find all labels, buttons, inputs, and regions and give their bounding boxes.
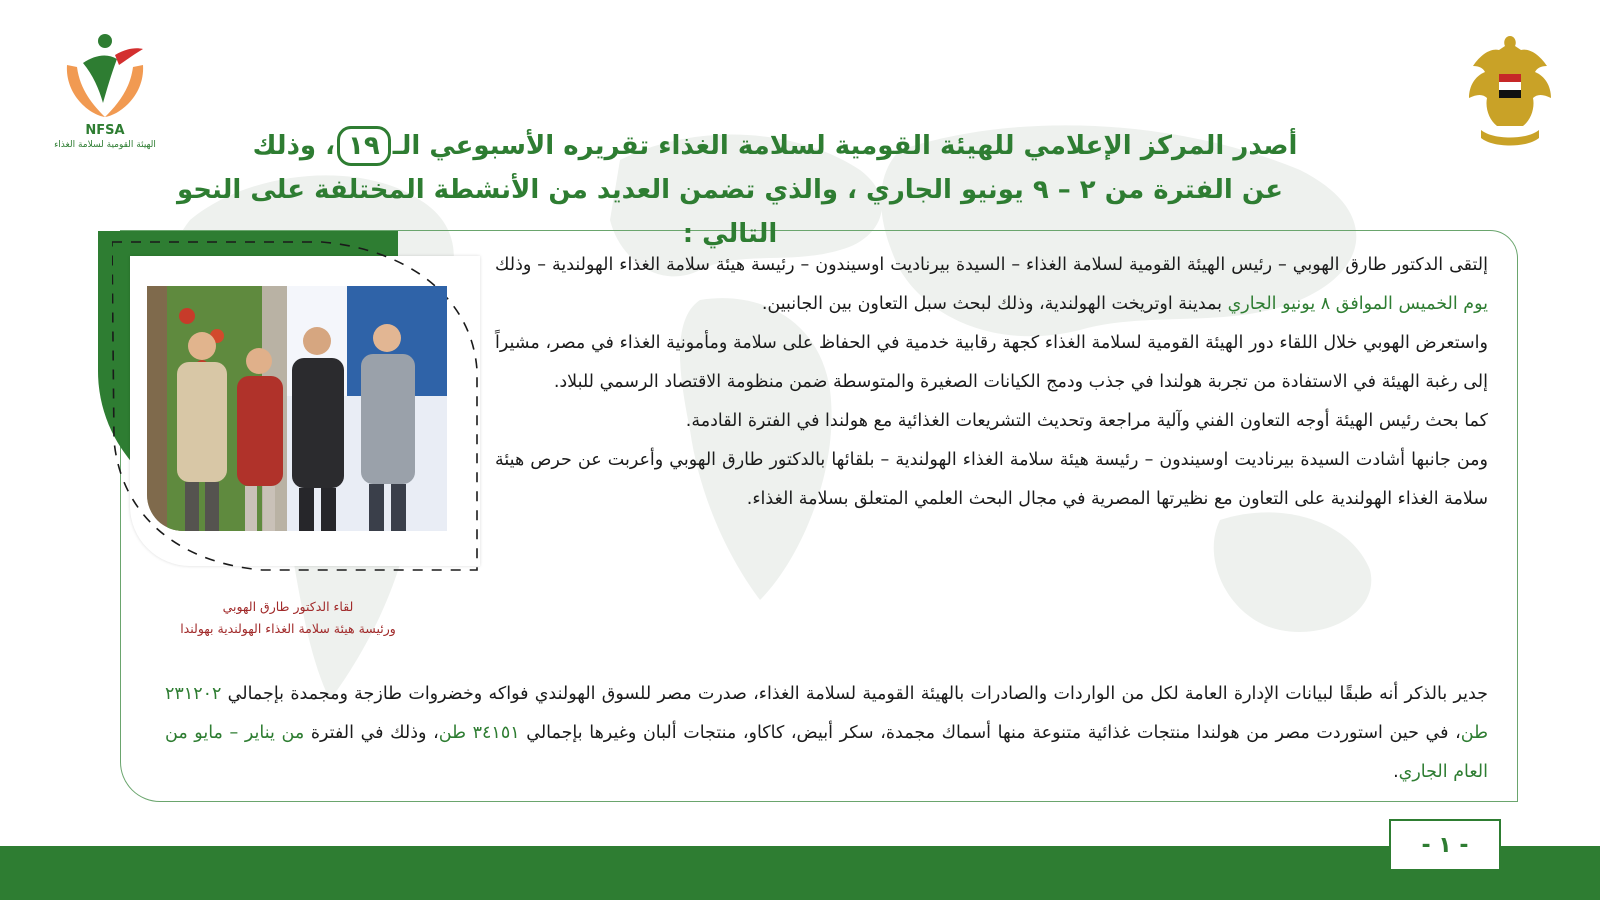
- paragraph-cooperation: كما بحث رئيس الهيئة أوجه التعاون الفني وآلية مراجعة وتحديث التشريعات الغذائية مع هولندا في الفترة القادمة.: [685, 411, 1488, 431]
- nfsa-logo: [40, 25, 170, 165]
- report-body-trade: [165, 675, 1488, 792]
- meeting-photo: [147, 286, 447, 531]
- paragraph-trade: جدير بالذكر أنه طبقًا لبيانات الإدارة العامة لكل من الواردات والصادرات بالهيئة القومية لسلامة الغذاء، صدرت مصر للسوق الهولندي فواكه وخضروات طازجة ومجمدة بإجمالي ٢٣١٢٠٢ طن، في حين استوردت مصر من هولندا منتجات غذائية متنوعة منها أسماك مجمدة، سكر أبيض، كاكاو، منتجات ألبان وغيرها بإجمالي ٣٤١٥١ طن، وذلك في الفترة من يناير – مايو من العام الجاري.: [165, 684, 1489, 782]
- nfsa-wordmark: NFSA: [85, 123, 125, 138]
- highlight-import-total: ٣٤١٥١ طن: [438, 723, 520, 743]
- title-line-1: أصدر المركز الإعلامي للهيئة القومية لسلامة الغذاء تقريره الأسبوعي الـ١٩، وذلك: [160, 124, 1390, 168]
- page-number: - ١ -: [1389, 819, 1501, 871]
- report-body: [495, 246, 1488, 519]
- highlight-period: من يناير – مايو من العام الجاري: [165, 723, 1488, 782]
- caption-line-2: ورئيسة هيئة سلامة الغذاء الهولندية بهولندا: [180, 621, 396, 636]
- caption-line-1: لقاء الدكتور طارق الهوبي: [222, 599, 354, 614]
- egypt-eagle-emblem-icon: [1463, 28, 1558, 153]
- paragraph-meeting: إلتقى الدكتور طارق الهوبي – رئيس الهيئة القومية لسلامة الغذاء – السيدة بيرناديت اوسيندون – رئيسة هيئة سلامة الغذاء الهولندية – وذلك يوم الخميس الموافق ٨ يونيو الجاري بمدينة اوتريخت الهولندية، وذلك لبحث سبل التعاون بين الجانبين.: [495, 255, 1488, 314]
- report-number-badge: ١٩: [337, 126, 391, 166]
- paragraph-dutch-side: ومن جانبها أشادت السيدة بيرناديت اوسيندون – رئيسة هيئة سلامة الغذاء الهولندية – بلقائها بالدكتور طارق الهوبي وأعربت عن حرص هيئة سلامة الغذاء الهولندية على التعاون مع نظيرتها المصرية في مجال البحث العلمي المتعلق بسلامة الغذاء.: [495, 450, 1488, 509]
- footer-bar: [0, 846, 1600, 900]
- egypt-emblem: [1463, 28, 1558, 153]
- nfsa-hands-figure-icon: [55, 25, 155, 125]
- paragraph-role: واستعرض الهوبي خلال اللقاء دور الهيئة القومية لسلامة الغذاء كجهة رقابية خدمية في الحفاظ على سلامة ومأمونية الغذاء في مصر، مشيراً إلى رغبة الهيئة في الاستفادة من تجربة هولندا في جذب ودمج الكيانات الصغيرة والمتوسطة ضمن منظومة الاقتصاد الرسمي للبلاد.: [495, 333, 1488, 392]
- photo-caption: [130, 596, 446, 640]
- highlight-date: يوم الخميس الموافق ٨ يونيو الجاري: [1227, 294, 1488, 314]
- title-line-2: عن الفترة من ٢ – ٩ يونيو الجاري ، والذي تضمن العديد من الأنشطة المختلفة على النحو التالي :: [176, 175, 1284, 249]
- highlight-export-total: ٢٣١٢٠٢ طن: [165, 684, 1489, 743]
- nfsa-arabic-name: الهيئة القومية لسلامة الغذاء: [54, 140, 156, 150]
